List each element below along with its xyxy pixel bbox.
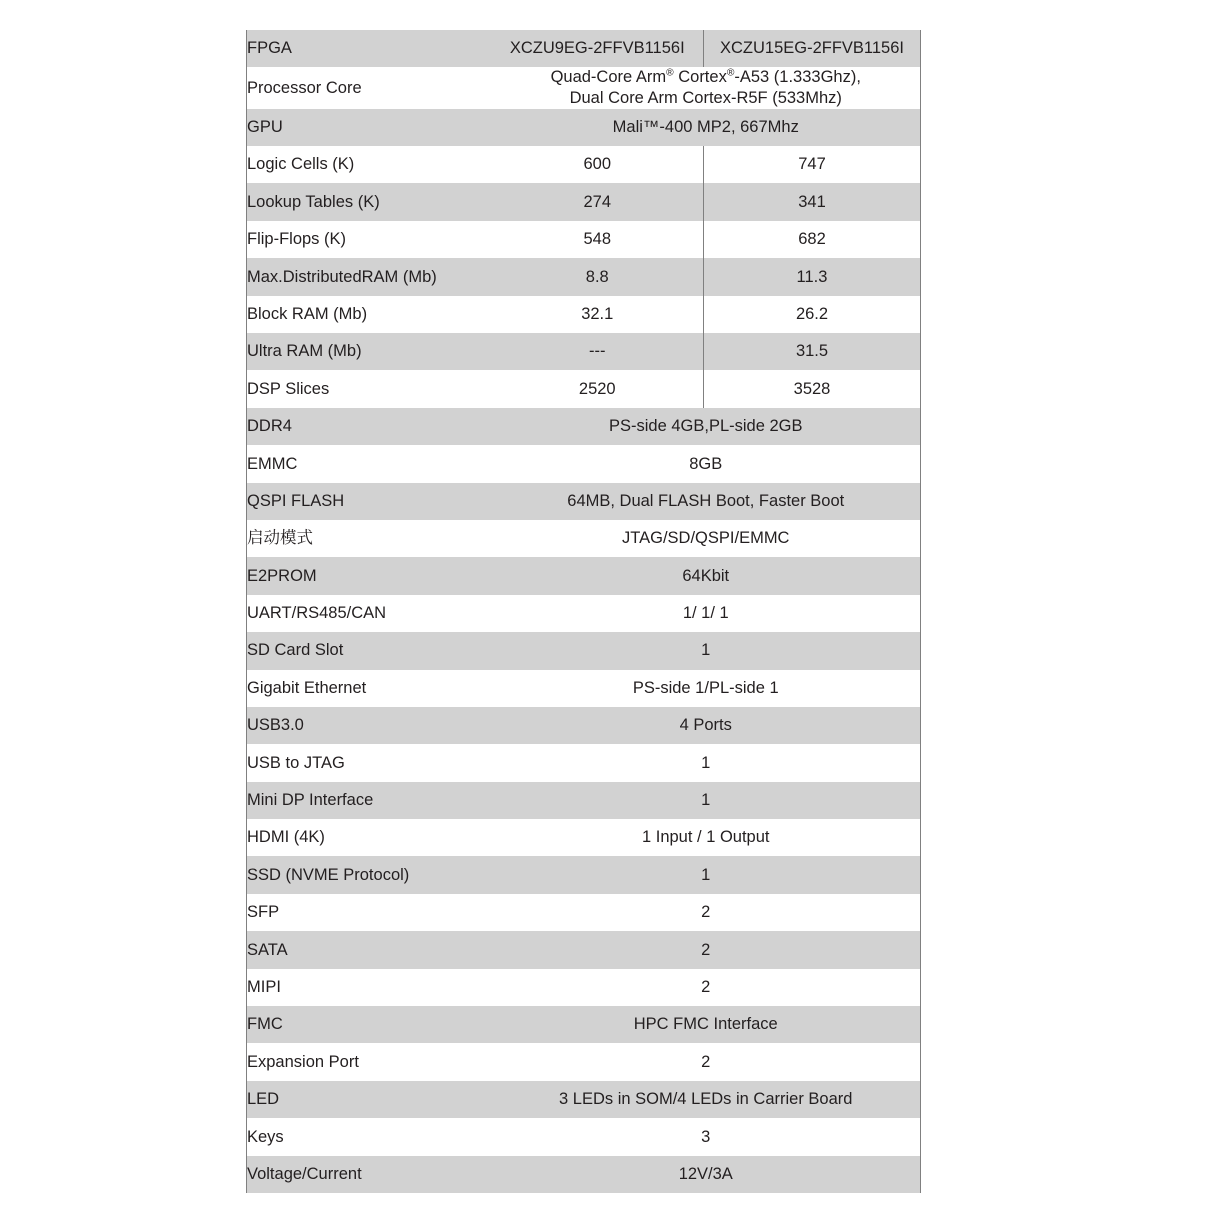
table-row	[247, 670, 921, 707]
table-row	[247, 931, 921, 968]
row-label: Mini DP Interface	[247, 782, 492, 819]
row-label: DDR4	[247, 408, 492, 445]
table-row-gpu	[247, 109, 921, 146]
value-cell-merged: 64Kbit	[492, 557, 921, 594]
row-label: Expansion Port	[247, 1043, 492, 1080]
table-row	[247, 744, 921, 781]
row-label: SFP	[247, 894, 492, 931]
row-label: EMMC	[247, 445, 492, 482]
processor-core-line-2: Dual Core Arm Cortex-R5F (533Mhz)	[569, 89, 842, 108]
value-cell-merged: JTAG/SD/QSPI/EMMC	[492, 520, 921, 557]
value-cell-merged: HPC FMC Interface	[492, 1006, 921, 1043]
table-row-fpga	[247, 30, 921, 67]
row-label: Ultra RAM (Mb)	[247, 333, 492, 370]
fpga-specification-table	[246, 30, 921, 1193]
value-cell-col1: ---	[492, 333, 704, 370]
row-label: SATA	[247, 931, 492, 968]
table-row	[247, 819, 921, 856]
value-cell-col1: 32.1	[492, 296, 704, 333]
value-cell-merged: 2	[492, 894, 921, 931]
table-row	[247, 632, 921, 669]
table-row	[247, 520, 921, 557]
value-cell-merged: 2	[492, 931, 921, 968]
row-label: E2PROM	[247, 557, 492, 594]
table-body	[247, 30, 921, 1193]
table-row	[247, 782, 921, 819]
value-cell-col1: 600	[492, 146, 704, 183]
gpu-value: Mali™-400 MP2, 667Mhz	[492, 109, 921, 146]
value-cell-col2: 341	[704, 183, 921, 220]
value-cell-col2: 31.5	[704, 333, 921, 370]
table-row	[247, 183, 921, 220]
value-cell-merged: PS-side 4GB,PL-side 2GB	[492, 408, 921, 445]
row-label: LED	[247, 1081, 492, 1118]
table-row	[247, 856, 921, 893]
table-row	[247, 445, 921, 482]
registered-mark-icon: ®	[666, 67, 674, 79]
table-row	[247, 1156, 921, 1193]
row-label: Voltage/Current	[247, 1156, 492, 1193]
table-row	[247, 408, 921, 445]
row-label: SSD (NVME Protocol)	[247, 856, 492, 893]
registered-mark-icon: ®	[726, 67, 735, 79]
value-cell-merged: 2	[492, 969, 921, 1006]
value-cell-col2: 11.3	[704, 258, 921, 295]
value-cell-col1: 274	[492, 183, 704, 220]
table-row	[247, 1081, 921, 1118]
table-row	[247, 370, 921, 407]
row-label: Block RAM (Mb)	[247, 296, 492, 333]
value-cell-merged: 12V/3A	[492, 1156, 921, 1193]
table-row-processor-core	[247, 67, 921, 108]
fpga-part-1: XCZU9EG-2FFVB1156I	[492, 30, 704, 67]
table-row	[247, 707, 921, 744]
row-label: Logic Cells (K)	[247, 146, 492, 183]
row-label: FMC	[247, 1006, 492, 1043]
table-row	[247, 557, 921, 594]
table-row	[247, 969, 921, 1006]
value-cell-merged: 8GB	[492, 445, 921, 482]
table-row	[247, 1006, 921, 1043]
value-cell-merged: 1	[492, 782, 921, 819]
row-label: Flip-Flops (K)	[247, 221, 492, 258]
table-row	[247, 221, 921, 258]
row-label: USB3.0	[247, 707, 492, 744]
table-row	[247, 258, 921, 295]
value-cell-merged: 2	[492, 1043, 921, 1080]
value-cell-merged: PS-side 1/PL-side 1	[492, 670, 921, 707]
row-label: QSPI FLASH	[247, 483, 492, 520]
value-cell-merged: 1	[492, 632, 921, 669]
table-row	[247, 894, 921, 931]
table-row	[247, 1118, 921, 1155]
table-row	[247, 333, 921, 370]
value-cell-col2: 682	[704, 221, 921, 258]
table-row	[247, 595, 921, 632]
row-label: SD Card Slot	[247, 632, 492, 669]
row-label: Gigabit Ethernet	[247, 670, 492, 707]
value-cell-merged: 1	[492, 856, 921, 893]
row-label: HDMI (4K)	[247, 819, 492, 856]
value-cell-col2: 26.2	[704, 296, 921, 333]
row-label: USB to JTAG	[247, 744, 492, 781]
row-label: 启动模式	[247, 520, 492, 557]
value-cell-merged: 3	[492, 1118, 921, 1155]
table-row	[247, 296, 921, 333]
row-label: DSP Slices	[247, 370, 492, 407]
row-label: Max.DistributedRAM (Mb)	[247, 258, 492, 295]
processor-core-line-1: Quad-Core Arm® Cortex®-A53 (1.333Ghz),	[550, 67, 861, 87]
table-row	[247, 483, 921, 520]
row-label: UART/RS485/CAN	[247, 595, 492, 632]
value-cell-col1: 2520	[492, 370, 704, 407]
value-cell-merged: 1 Input / 1 Output	[492, 819, 921, 856]
row-label: Keys	[247, 1118, 492, 1155]
specification-table-container	[246, 30, 920, 1193]
row-label: Lookup Tables (K)	[247, 183, 492, 220]
row-label: Processor Core	[247, 67, 492, 108]
row-label: MIPI	[247, 969, 492, 1006]
value-cell-merged: 1	[492, 744, 921, 781]
value-cell-col1: 548	[492, 221, 704, 258]
table-row	[247, 146, 921, 183]
value-cell-merged: 1/ 1/ 1	[492, 595, 921, 632]
table-row	[247, 1043, 921, 1080]
value-cell-col2: 747	[704, 146, 921, 183]
row-label: FPGA	[247, 30, 492, 67]
row-label: GPU	[247, 109, 492, 146]
value-cell-merged: 4 Ports	[492, 707, 921, 744]
fpga-part-2: XCZU15EG-2FFVB1156I	[704, 30, 921, 67]
value-cell-merged: 64MB, Dual FLASH Boot, Faster Boot	[492, 483, 921, 520]
processor-core-value	[492, 67, 921, 108]
value-cell-col2: 3528	[704, 370, 921, 407]
value-cell-merged: 3 LEDs in SOM/4 LEDs in Carrier Board	[492, 1081, 921, 1118]
value-cell-col1: 8.8	[492, 258, 704, 295]
